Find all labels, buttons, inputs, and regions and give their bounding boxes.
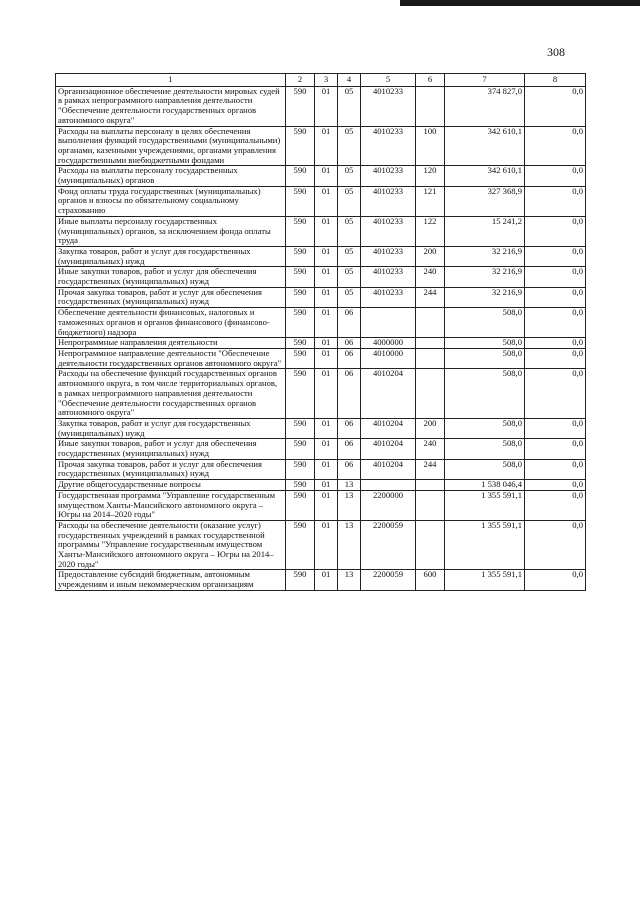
cell-section: 01 bbox=[315, 520, 338, 570]
table-row bbox=[56, 348, 586, 368]
cell-section: 01 bbox=[315, 439, 338, 459]
table-row bbox=[56, 267, 586, 287]
cell-section: 01 bbox=[315, 86, 338, 126]
cell-expense-type: 240 bbox=[416, 267, 445, 287]
cell-target-article bbox=[361, 308, 416, 338]
cell-amount: 508,0 bbox=[445, 308, 525, 338]
cell-subsection: 06 bbox=[338, 308, 361, 338]
cell-target-article: 4010233 bbox=[361, 166, 416, 186]
cell-expense-type bbox=[416, 490, 445, 520]
cell-amount-2: 0,0 bbox=[525, 287, 586, 307]
cell-name: Непрограммное направление деятельности "Обеспечение деятельности государственных органов автономного округа" bbox=[56, 348, 286, 368]
cell-grbs: 590 bbox=[286, 348, 315, 368]
cell-amount-2: 0,0 bbox=[525, 308, 586, 338]
cell-name: Расходы на выплаты персоналу государственных (муниципальных) органов bbox=[56, 166, 286, 186]
cell-amount-2: 0,0 bbox=[525, 338, 586, 349]
cell-subsection: 05 bbox=[338, 246, 361, 266]
table-row bbox=[56, 570, 586, 590]
cell-target-article: 4010204 bbox=[361, 439, 416, 459]
cell-target-article: 4000000 bbox=[361, 338, 416, 349]
cell-target-article: 4010233 bbox=[361, 86, 416, 126]
cell-amount: 1 355 591,1 bbox=[445, 490, 525, 520]
cell-amount-2: 0,0 bbox=[525, 490, 586, 520]
cell-amount-2: 0,0 bbox=[525, 480, 586, 491]
cell-name: Обеспечение деятельности финансовых, налоговых и таможенных органов и органов финансового (финансово-бюджетного) надзора bbox=[56, 308, 286, 338]
cell-grbs: 590 bbox=[286, 186, 315, 216]
cell-name: Фонд оплаты труда государственных (муниципальных) органов и взносы по обязательному социальному страхованию bbox=[56, 186, 286, 216]
table-row bbox=[56, 86, 586, 126]
cell-target-article: 2200000 bbox=[361, 490, 416, 520]
cell-expense-type bbox=[416, 338, 445, 349]
cell-amount: 508,0 bbox=[445, 338, 525, 349]
cell-section: 01 bbox=[315, 246, 338, 266]
column-header: 3 bbox=[315, 74, 338, 87]
cell-section: 01 bbox=[315, 570, 338, 590]
cell-name: Расходы на обеспечение функций государственных органов автономного округа, в том числе территориальных органов, в рамках непрограммного направления деятельности "Обеспечение деятельности государственных органов автономного округа" bbox=[56, 369, 286, 419]
cell-section: 01 bbox=[315, 126, 338, 166]
cell-expense-type bbox=[416, 86, 445, 126]
cell-expense-type: 244 bbox=[416, 287, 445, 307]
column-number-row bbox=[56, 74, 586, 87]
column-header: 2 bbox=[286, 74, 315, 87]
cell-target-article: 4010233 bbox=[361, 186, 416, 216]
cell-amount-2: 0,0 bbox=[525, 186, 586, 216]
cell-expense-type: 600 bbox=[416, 570, 445, 590]
column-header: 4 bbox=[338, 74, 361, 87]
cell-section: 01 bbox=[315, 418, 338, 438]
table-row bbox=[56, 166, 586, 186]
cell-expense-type: 122 bbox=[416, 216, 445, 246]
cell-amount-2: 0,0 bbox=[525, 369, 586, 419]
cell-section: 01 bbox=[315, 186, 338, 216]
cell-name: Иные выплаты персоналу государственных (муниципальных) органов, за исключением фонда оплаты труда bbox=[56, 216, 286, 246]
cell-name: Другие общегосударственные вопросы bbox=[56, 480, 286, 491]
cell-target-article bbox=[361, 480, 416, 491]
cell-grbs: 590 bbox=[286, 287, 315, 307]
cell-target-article: 2200059 bbox=[361, 520, 416, 570]
column-header: 5 bbox=[361, 74, 416, 87]
cell-grbs: 590 bbox=[286, 216, 315, 246]
scan-edge-bar bbox=[400, 0, 640, 6]
cell-name: Государственная программа "Управление государственным имуществом Ханты-Мансийского автономного округа – Югры на 2014–2020 годы" bbox=[56, 490, 286, 520]
cell-amount-2: 0,0 bbox=[525, 520, 586, 570]
column-header: 7 bbox=[445, 74, 525, 87]
cell-amount: 508,0 bbox=[445, 348, 525, 368]
cell-amount: 1 355 591,1 bbox=[445, 520, 525, 570]
cell-section: 01 bbox=[315, 490, 338, 520]
table-row bbox=[56, 369, 586, 419]
table-row bbox=[56, 338, 586, 349]
cell-subsection: 13 bbox=[338, 570, 361, 590]
column-header: 1 bbox=[56, 74, 286, 87]
cell-subsection: 06 bbox=[338, 418, 361, 438]
cell-subsection: 13 bbox=[338, 490, 361, 520]
cell-name: Расходы на обеспечение деятельности (оказание услуг) государственных учреждений в рамках государственной программы "Управление государственным имуществом Ханты-Мансийского автономного округа – Югры на 2014–2020 годы" bbox=[56, 520, 286, 570]
cell-amount: 342 610,1 bbox=[445, 166, 525, 186]
cell-expense-type bbox=[416, 348, 445, 368]
cell-amount-2: 0,0 bbox=[525, 126, 586, 166]
table-row bbox=[56, 216, 586, 246]
cell-amount: 342 610,1 bbox=[445, 126, 525, 166]
cell-amount: 32 216,9 bbox=[445, 267, 525, 287]
cell-grbs: 590 bbox=[286, 308, 315, 338]
cell-subsection: 05 bbox=[338, 86, 361, 126]
cell-subsection: 13 bbox=[338, 520, 361, 570]
cell-subsection: 05 bbox=[338, 166, 361, 186]
cell-amount: 327 368,9 bbox=[445, 186, 525, 216]
table-row bbox=[56, 186, 586, 216]
table-body bbox=[56, 86, 586, 590]
table-row bbox=[56, 480, 586, 491]
cell-section: 01 bbox=[315, 287, 338, 307]
cell-name: Предоставление субсидий бюджетным, автономным учреждениям и иным некоммерческим организациям bbox=[56, 570, 286, 590]
cell-subsection: 05 bbox=[338, 126, 361, 166]
cell-section: 01 bbox=[315, 459, 338, 479]
cell-amount-2: 0,0 bbox=[525, 216, 586, 246]
cell-target-article: 2200059 bbox=[361, 570, 416, 590]
cell-amount: 15 241,2 bbox=[445, 216, 525, 246]
cell-amount: 1 538 046,4 bbox=[445, 480, 525, 491]
cell-name: Прочая закупка товаров, работ и услуг для обеспечения государственных (муниципальных) нужд bbox=[56, 287, 286, 307]
cell-amount-2: 0,0 bbox=[525, 439, 586, 459]
cell-grbs: 590 bbox=[286, 166, 315, 186]
cell-name: Закупка товаров, работ и услуг для государственных (муниципальных) нужд bbox=[56, 246, 286, 266]
cell-target-article: 4010000 bbox=[361, 348, 416, 368]
cell-subsection: 05 bbox=[338, 287, 361, 307]
cell-grbs: 590 bbox=[286, 439, 315, 459]
table-row bbox=[56, 287, 586, 307]
cell-section: 01 bbox=[315, 369, 338, 419]
cell-name: Иные закупки товаров, работ и услуг для обеспечения государственных (муниципальных) нужд bbox=[56, 439, 286, 459]
cell-section: 01 bbox=[315, 308, 338, 338]
cell-name: Расходы на выплаты персоналу в целях обеспечения выполнения функций государственными (муниципальными) органами, казенными учреждениями, органами управления государственными внебюджетными фондами bbox=[56, 126, 286, 166]
cell-grbs: 590 bbox=[286, 267, 315, 287]
table-row bbox=[56, 246, 586, 266]
cell-section: 01 bbox=[315, 166, 338, 186]
cell-subsection: 13 bbox=[338, 480, 361, 491]
table-row bbox=[56, 126, 586, 166]
cell-target-article: 4010233 bbox=[361, 126, 416, 166]
cell-amount-2: 0,0 bbox=[525, 166, 586, 186]
cell-subsection: 05 bbox=[338, 186, 361, 216]
cell-section: 01 bbox=[315, 267, 338, 287]
cell-grbs: 590 bbox=[286, 126, 315, 166]
cell-subsection: 05 bbox=[338, 216, 361, 246]
cell-amount: 374 827,0 bbox=[445, 86, 525, 126]
cell-name: Иные закупки товаров, работ и услуг для обеспечения государственных (муниципальных) нужд bbox=[56, 267, 286, 287]
cell-target-article: 4010233 bbox=[361, 246, 416, 266]
table-row bbox=[56, 308, 586, 338]
cell-amount: 508,0 bbox=[445, 369, 525, 419]
cell-subsection: 06 bbox=[338, 338, 361, 349]
column-header: 8 bbox=[525, 74, 586, 87]
cell-subsection: 06 bbox=[338, 439, 361, 459]
cell-grbs: 590 bbox=[286, 480, 315, 491]
cell-expense-type bbox=[416, 308, 445, 338]
cell-grbs: 590 bbox=[286, 570, 315, 590]
cell-target-article: 4010233 bbox=[361, 267, 416, 287]
cell-target-article: 4010233 bbox=[361, 287, 416, 307]
cell-grbs: 590 bbox=[286, 490, 315, 520]
cell-target-article: 4010233 bbox=[361, 216, 416, 246]
column-header: 6 bbox=[416, 74, 445, 87]
cell-section: 01 bbox=[315, 348, 338, 368]
table-row bbox=[56, 520, 586, 570]
cell-expense-type bbox=[416, 369, 445, 419]
cell-name: Организационное обеспечение деятельности мировых судей в рамках непрограммного направления деятельности "Обеспечение деятельности государственных органов автономного округа" bbox=[56, 86, 286, 126]
cell-subsection: 06 bbox=[338, 459, 361, 479]
cell-expense-type: 244 bbox=[416, 459, 445, 479]
cell-grbs: 590 bbox=[286, 459, 315, 479]
cell-expense-type: 100 bbox=[416, 126, 445, 166]
cell-amount-2: 0,0 bbox=[525, 459, 586, 479]
cell-name: Непрограммные направления деятельности bbox=[56, 338, 286, 349]
cell-expense-type bbox=[416, 520, 445, 570]
cell-expense-type: 120 bbox=[416, 166, 445, 186]
cell-grbs: 590 bbox=[286, 520, 315, 570]
table-row bbox=[56, 418, 586, 438]
cell-target-article: 4010204 bbox=[361, 369, 416, 419]
cell-amount-2: 0,0 bbox=[525, 570, 586, 590]
table-row bbox=[56, 459, 586, 479]
cell-name: Прочая закупка товаров, работ и услуг для обеспечения государственных (муниципальных) нужд bbox=[56, 459, 286, 479]
cell-name: Закупка товаров, работ и услуг для государственных (муниципальных) нужд bbox=[56, 418, 286, 438]
cell-amount-2: 0,0 bbox=[525, 418, 586, 438]
cell-grbs: 590 bbox=[286, 338, 315, 349]
cell-amount: 32 216,9 bbox=[445, 287, 525, 307]
cell-subsection: 06 bbox=[338, 369, 361, 419]
cell-section: 01 bbox=[315, 480, 338, 491]
cell-amount: 32 216,9 bbox=[445, 246, 525, 266]
cell-section: 01 bbox=[315, 216, 338, 246]
cell-amount: 508,0 bbox=[445, 418, 525, 438]
cell-section: 01 bbox=[315, 338, 338, 349]
cell-subsection: 05 bbox=[338, 267, 361, 287]
cell-subsection: 06 bbox=[338, 348, 361, 368]
cell-grbs: 590 bbox=[286, 86, 315, 126]
cell-amount-2: 0,0 bbox=[525, 267, 586, 287]
cell-amount: 1 355 591,1 bbox=[445, 570, 525, 590]
budget-table bbox=[55, 73, 586, 591]
cell-grbs: 590 bbox=[286, 246, 315, 266]
cell-expense-type: 121 bbox=[416, 186, 445, 216]
cell-target-article: 4010204 bbox=[361, 418, 416, 438]
page-number: 308 bbox=[547, 45, 565, 59]
cell-expense-type bbox=[416, 480, 445, 491]
cell-amount: 508,0 bbox=[445, 459, 525, 479]
cell-expense-type: 240 bbox=[416, 439, 445, 459]
table-row bbox=[56, 439, 586, 459]
cell-amount: 508,0 bbox=[445, 439, 525, 459]
cell-amount-2: 0,0 bbox=[525, 348, 586, 368]
cell-expense-type: 200 bbox=[416, 246, 445, 266]
cell-grbs: 590 bbox=[286, 418, 315, 438]
cell-amount-2: 0,0 bbox=[525, 246, 586, 266]
cell-grbs: 590 bbox=[286, 369, 315, 419]
cell-expense-type: 200 bbox=[416, 418, 445, 438]
cell-target-article: 4010204 bbox=[361, 459, 416, 479]
table-row bbox=[56, 490, 586, 520]
cell-amount-2: 0,0 bbox=[525, 86, 586, 126]
